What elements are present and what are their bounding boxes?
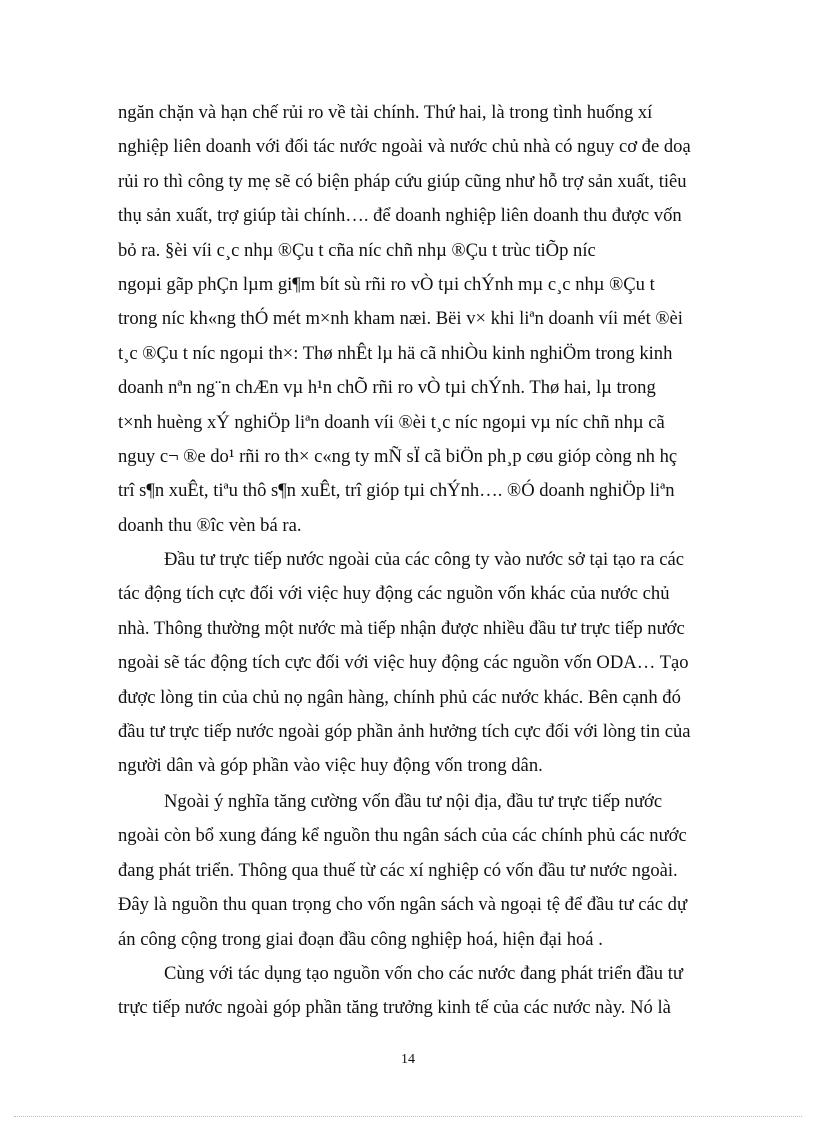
text-line: được lòng tin của chủ nọ ngân hàng, chính phủ các nước khác. Bên cạnh đó — [118, 686, 681, 708]
paragraph-4 — [118, 957, 698, 1026]
text-line: đang phát triển. Thông qua thuế từ các xí nghiệp có vốn đầu tư nước ngoài. — [118, 859, 678, 881]
text-line: bỏ ra. §èi víi c¸c nhµ ®Çu t cña níc chñ nhµ ®Çu t trùc tiÕp níc — [118, 239, 596, 261]
text-line: t¸c ®Çu t níc ngoµi th×: Thø nhÊt lµ hä cã nhiÒu kinh nghiÖm trong kinh — [118, 342, 673, 364]
text-line: án công cộng trong giai đoạn đầu công nghiệp hoá, hiện đại hoá . — [118, 928, 603, 950]
text-line: ngăn chặn và hạn chế rủi ro về tài chính. Thứ hai, là trong tình huống xí — [118, 102, 653, 123]
text-line: trî s¶n xuÊt, tiªu thô s¶n xuÊt, trî gióp tµi chÝnh…. ®Ó doanh nghiÖp liªn — [118, 480, 675, 502]
text-line: thụ sản xuất, trợ giúp tài chính…. để doanh nghiệp liên doanh thu được vốn — [118, 205, 682, 227]
text-line: doanh thu ®îc vèn bá ra. — [118, 514, 302, 536]
page-number: 14 — [401, 1052, 415, 1067]
text-line: t×nh huèng xÝ nghiÖp liªn doanh víi ®èi t¸c níc ngoµi vµ níc chñ nhµ cã — [118, 411, 665, 433]
text-line: Đây là nguồn thu quan trọng cho vốn ngân sách và ngoại tệ để đầu tư các dự — [118, 894, 688, 916]
paragraph-1 — [118, 96, 698, 543]
text-line: nhà. Thông thường một nước mà tiếp nhận được nhiều đầu tư trực tiếp nước — [118, 617, 685, 639]
text-line: doanh nªn ng¨n chÆn vµ h¹n chÕ rñi ro vÒ tµi chÝnh. Thø hai, lµ trong — [118, 377, 656, 399]
paragraph-2 — [118, 543, 698, 784]
text-line: ngoài còn bổ xung đáng kể nguồn thu ngân sách của các chính phủ các nước — [118, 825, 687, 847]
text-line: tác động tích cực đối với việc huy động các nguồn vốn khác của nước chủ — [118, 583, 670, 605]
text-line: trực tiếp nước ngoài góp phần tăng trưởng kinh tế của các nước này. Nó là — [118, 997, 671, 1019]
text-line: đầu tư trực tiếp nước ngoài góp phần ảnh hưởng tích cực đối với lòng tin của — [118, 720, 691, 742]
text-line: ngoài sẽ tác động tích cực đối với việc huy động các nguồn vốn ODA… Tạo — [118, 652, 689, 674]
text-line: Đầu tư trực tiếp nước ngoài của các công ty vào nước sở tại tạo ra các — [164, 549, 684, 570]
text-line: ngoµi gãp phÇn lµm gi¶m bít sù rñi ro vÒ tµi chÝnh mµ c¸c nhµ ®Çu t — [118, 273, 655, 295]
paragraph-3 — [118, 785, 698, 957]
text-line: rủi ro thì công ty mẹ sẽ có biện pháp cứu giúp cũng như hỗ trợ sản xuất, tiêu — [118, 170, 687, 192]
page-bottom-divider — [14, 1116, 802, 1117]
text-line: trong níc kh«ng thÓ mét m×nh kham næi. Bëi v× khi liªn doanh víi mét ®èi — [118, 308, 683, 330]
text-line: Cùng với tác dụng tạo nguồn vốn cho các nước đang phát triển đầu tư — [164, 963, 683, 984]
text-line: nguy c¬ ®e do¹ rñi ro th× c«ng ty mÑ sÏ cã biÖn ph¸p cøu gióp còng nh hç — [118, 445, 678, 467]
text-line: người dân và góp phần vào việc huy động vốn trong dân. — [118, 755, 543, 777]
text-line: Ngoài ý nghĩa tăng cường vốn đầu tư nội địa, đầu tư trực tiếp nước — [164, 791, 663, 812]
text-line: nghiệp liên doanh với đối tác nước ngoài và nước chủ nhà có nguy cơ đe doạ — [118, 136, 691, 158]
